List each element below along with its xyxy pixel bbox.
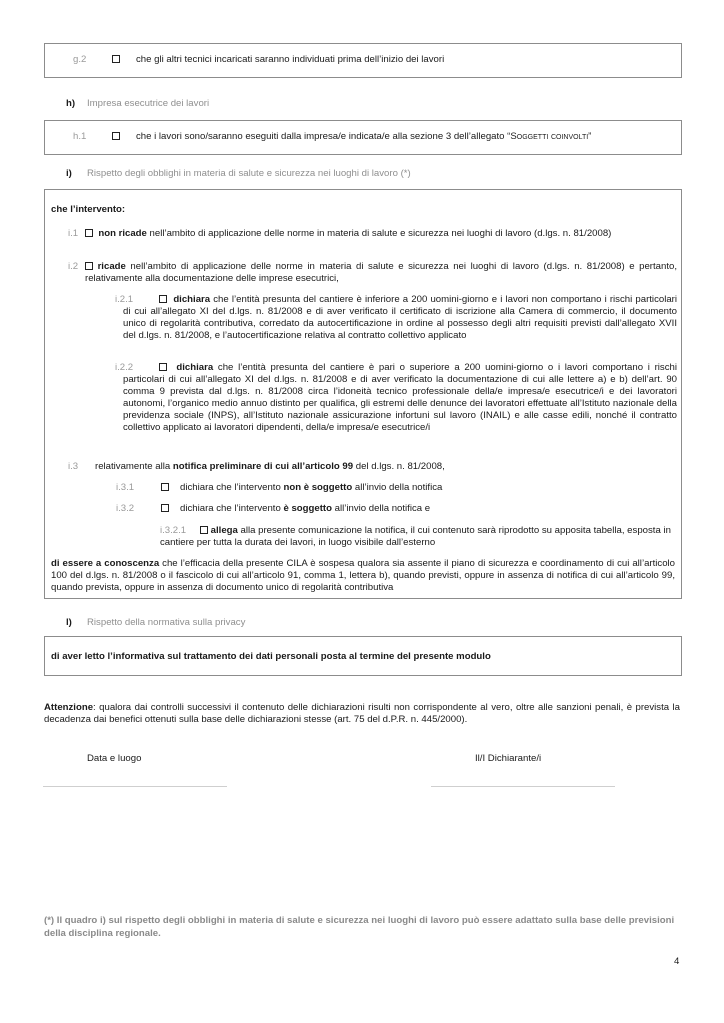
item-text-h1: che i lavori sono/saranno eseguiti dalla impresa/e indicata/e alla sezione 3 dell’allegato “Soggetti coinvolti” (136, 131, 592, 142)
checkbox-i1[interactable] (85, 229, 93, 237)
section-l-box (44, 636, 682, 676)
declarant-signature-line[interactable] (431, 786, 615, 787)
conoscenza-text: di essere a conoscenza che l’efficacia della presente CILA è sospesa qualora sia assente il piano di sicurezza e coordinamento di cui all’articolo 100 del d.lgs. n. 81/2008 o il fascicolo di cui all’articolo 91, comma 1, lettera b), quando previsti, oppure in assenza di notifica di cui all’articolo 99, quando prevista, oppure in assenza di documento unico di regolarità contributiva (51, 558, 676, 593)
item-text-g2: che gli altri tecnici incaricati saranno individuati prima dell’inizio dei lavori (136, 54, 445, 65)
footnote: (*) Il quadro i) sul rispetto degli obblighi in materia di salute e sicurezza nei luoghi di lavoro può essere adattato sulla base delle previsioni della disciplina regionale. (44, 915, 675, 939)
checkbox-i21[interactable] (159, 295, 167, 303)
checkbox-i321[interactable] (200, 526, 208, 534)
section-title: Rispetto della normativa sulla privacy (87, 617, 246, 628)
checkbox-i22[interactable] (159, 363, 167, 371)
section-letter: h) (66, 98, 76, 109)
section-i-intro: che l’intervento: (51, 204, 126, 215)
item-i3: relativamente alla notifica preliminare di cui all’articolo 99 del d.lgs. n. 81/2008, (95, 461, 445, 472)
item-i32: dichiara che l’intervento è soggetto all’invio della notifica e (180, 503, 431, 514)
item-i1: non ricade nell’ambito di applicazione delle norme in materia di salute e sicurezza nei luoghi di lavoro (d.lgs. n. 81/2008) (85, 228, 675, 240)
section-title: Rispetto degli obblighi in materia di salute e sicurezza nei luoghi di lavoro (*) (87, 168, 411, 179)
checkbox-i32[interactable] (161, 504, 169, 512)
item-i31: dichiara che l’intervento non è soggetto all’invio della notifica (180, 482, 443, 493)
section-h-box (44, 120, 682, 155)
item-number-h1: h.1 (73, 131, 87, 142)
item-number-g2: g.2 (73, 54, 87, 65)
item-number-i22: i.2.2 (115, 362, 134, 373)
item-number-i2: i.2 (68, 261, 79, 272)
section-title: Impresa esecutrice dei lavori (87, 98, 210, 109)
item-number-i21: i.2.1 (115, 294, 134, 305)
item-i22: dichiara che l’entità presunta del cantiere è pari o superiore a 200 uomini-giorno o i lavori comportano i rischi particolari di cui all’allegato XI del d.lgs. n. 81/2008 e di aver verificato la documentazione di cui alle lettere a) e b) dell’art. 90 comma 9 prevista dal d.lgs. n. 81/2008 circa l’idoneità tecnico professionale della/e impresa/e esecutrice/i e dei lavoratori autonomi, l’organico medio annuo distinto per qualifica, gli estremi delle denunce dei lavoratori effettuate all’Istituto nazionale della previdenza sociale (INPS), all’Istituto nazionale assicurazione infortuni sul lavoro (INAIL) e alle casse edili, nonché il contratto collettivo applicato ai lavoratori dipendenti, della/e impresa/e esecutrice/i (123, 362, 677, 433)
item-number-i32: i.3.2 (116, 503, 135, 514)
checkbox-i2[interactable] (85, 262, 93, 270)
section-letter: i) (66, 168, 72, 179)
item-i21: dichiara che l’entità presunta del cantiere è inferiore a 200 uomini-giorno e i lavori non comportano i rischi particolari di cui all’allegato XI del d.lgs. n. 81/2008 e di aver verificato il certificato di iscrizione alla Camera di commercio, il documento unico di regolarità contributiva, corredato da autocertificazione in ordine al possesso degli altri requisiti previsti dall’allegato XVII del d.lgs. n. 81/2008, e l’autocertificazione relativa al contratto collettivo applicato (123, 294, 677, 341)
checkbox-h1[interactable] (112, 132, 120, 140)
page-number: 4 (674, 956, 680, 967)
privacy-text: di aver letto l’informativa sul trattamento dei dati personali posta al termine del presente modulo (51, 651, 491, 662)
declarant-label: Il/I Dichiarante/i (475, 753, 542, 764)
item-number-i1: i.1 (68, 228, 79, 239)
section-l-heading (66, 617, 245, 629)
checkbox-g2[interactable] (112, 55, 120, 63)
item-number-i31: i.3.1 (116, 482, 135, 493)
section-h-heading (66, 98, 209, 110)
date-place-signature-line[interactable] (43, 786, 227, 787)
item-i321: allega alla presente comunicazione la notifica, il cui contenuto sarà riprodotto su apposita tabella, esposta in cantiere per tutta la durata dei lavori, in luogo visibile dall’esterno (160, 525, 671, 548)
attenzione-note: Attenzione: qualora dai controlli successivi il contenuto delle dichiarazioni risulti non corrispondente al vero, oltre alle sanzioni penali, è prevista la decadenza dai benefici ottenuti sulla base delle dichiarazioni stesse (art. 75 del d.P.R. n. 445/2000). (44, 702, 680, 725)
item-number-i3: i.3 (68, 461, 79, 472)
date-place-label: Data e luogo (87, 753, 142, 764)
section-i-heading (66, 168, 411, 180)
section-i-box (44, 189, 682, 599)
section-g-box (44, 43, 682, 78)
item-number-i321: i.3.2.1 (160, 525, 187, 536)
section-letter: l) (66, 617, 72, 628)
checkbox-i31[interactable] (161, 483, 169, 491)
item-i2: ricade nell’ambito di applicazione delle norme in materia di salute e sicurezza nei luoghi di lavoro (d.lgs. n. 81/2008) e pertanto, relativamente alla documentazione delle imprese esecutrici, (85, 261, 677, 284)
